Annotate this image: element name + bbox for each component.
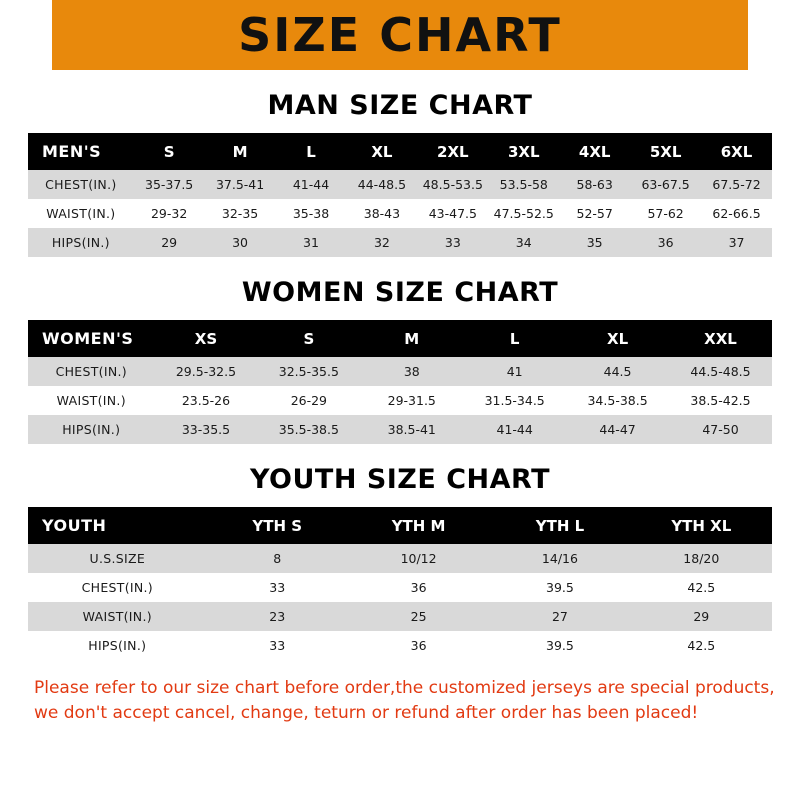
cell: 18/20 [631,544,772,573]
cell: 67.5-72 [701,170,772,199]
footer-line-1: Please refer to our size chart before order,the customized jerseys are special products, [34,678,775,698]
column-header: XL [346,133,417,170]
table-row [28,602,772,631]
row-label: CHEST(IN.) [28,357,155,386]
cell: 23.5-26 [155,386,258,415]
table-row [28,386,772,415]
banner-left-margin [10,0,52,70]
row-label: HIPS(IN.) [28,631,207,660]
cell: 29 [631,602,772,631]
cell: 37.5-41 [205,170,276,199]
table-header-row [28,133,772,170]
column-header: XS [155,320,258,357]
row-label: HIPS(IN.) [28,228,134,257]
women-section-title: WOMEN SIZE CHART [241,277,559,308]
cell: 36 [630,228,701,257]
cell: 29-31.5 [360,386,463,415]
cell: 23 [207,602,348,631]
cell: 44.5-48.5 [669,357,772,386]
column-header: YTH XL [631,507,772,544]
table-row [28,228,772,257]
cell: 48.5-53.5 [417,170,488,199]
cell: 57-62 [630,199,701,228]
cell: 39.5 [489,573,630,602]
column-header: YOUTH [28,507,207,544]
cell: 37 [701,228,772,257]
cell: 63-67.5 [630,170,701,199]
cell: 10/12 [348,544,489,573]
youth-size-table [28,507,772,660]
row-label: CHEST(IN.) [28,573,207,602]
cell: 35 [559,228,630,257]
row-label: WAIST(IN.) [28,602,207,631]
women-size-table [28,320,772,444]
table-row [28,631,772,660]
cell: 58-63 [559,170,630,199]
cell: 29 [134,228,205,257]
cell: 32.5-35.5 [257,357,360,386]
row-label: CHEST(IN.) [28,170,134,199]
cell: 41 [463,357,566,386]
cell: 38.5-41 [360,415,463,444]
cell: 44-48.5 [346,170,417,199]
column-header: WOMEN'S [28,320,155,357]
column-header: YTH S [207,507,348,544]
cell: 31 [276,228,347,257]
column-header: 4XL [559,133,630,170]
cell: 41-44 [463,415,566,444]
table-header-row [28,320,772,357]
cell: 31.5-34.5 [463,386,566,415]
cell: 36 [348,631,489,660]
column-header: L [463,320,566,357]
cell: 33 [207,631,348,660]
column-header: XXL [669,320,772,357]
page-title: SIZE CHART [238,8,562,62]
cell: 32-35 [205,199,276,228]
cell: 26-29 [257,386,360,415]
cell: 29.5-32.5 [155,357,258,386]
cell: 47.5-52.5 [488,199,559,228]
row-label: WAIST(IN.) [28,199,134,228]
cell: 33-35.5 [155,415,258,444]
cell: 35.5-38.5 [257,415,360,444]
cell: 36 [348,573,489,602]
column-header: 5XL [630,133,701,170]
cell: 43-47.5 [417,199,488,228]
cell: 38-43 [346,199,417,228]
youth-section-title: YOUTH SIZE CHART [249,464,551,495]
column-header: L [276,133,347,170]
footer-line-2: we don't accept cancel, change, teturn or refund after order has been placed! [34,702,699,723]
banner-right-margin [748,0,790,70]
chart-content [10,90,790,725]
column-header: M [360,320,463,357]
cell: 41-44 [276,170,347,199]
column-header: S [134,133,205,170]
cell: 62-66.5 [701,199,772,228]
column-header: 3XL [488,133,559,170]
cell: 33 [417,228,488,257]
table-row [28,199,772,228]
column-header: M [205,133,276,170]
cell: 32 [346,228,417,257]
column-header: MEN'S [28,133,134,170]
table-header-row [28,507,772,544]
column-header: 6XL [701,133,772,170]
cell: 33 [207,573,348,602]
cell: 29-32 [134,199,205,228]
cell: 25 [348,602,489,631]
page-banner [10,0,790,70]
table-row [28,573,772,602]
cell: 52-57 [559,199,630,228]
column-header: YTH M [348,507,489,544]
cell: 27 [489,602,630,631]
cell: 34.5-38.5 [566,386,669,415]
cell: 42.5 [631,573,772,602]
man-size-table [28,133,772,257]
cell: 34 [488,228,559,257]
cell: 53.5-58 [488,170,559,199]
column-header: YTH L [489,507,630,544]
cell: 35-37.5 [134,170,205,199]
cell: 38 [360,357,463,386]
cell: 39.5 [489,631,630,660]
cell: 44.5 [566,357,669,386]
column-header: XL [566,320,669,357]
table-row [28,544,772,573]
column-header: 2XL [417,133,488,170]
cell: 35-38 [276,199,347,228]
footer-disclaimer [28,676,775,725]
table-row [28,170,772,199]
row-label: WAIST(IN.) [28,386,155,415]
row-label: HIPS(IN.) [28,415,155,444]
row-label: U.S.SIZE [28,544,207,573]
cell: 44-47 [566,415,669,444]
banner-inner [52,0,748,70]
cell: 47-50 [669,415,772,444]
cell: 38.5-42.5 [669,386,772,415]
cell: 42.5 [631,631,772,660]
cell: 30 [205,228,276,257]
table-row [28,357,772,386]
cell: 14/16 [489,544,630,573]
column-header: S [257,320,360,357]
cell: 8 [207,544,348,573]
man-section-title: MAN SIZE CHART [267,90,533,121]
table-row [28,415,772,444]
